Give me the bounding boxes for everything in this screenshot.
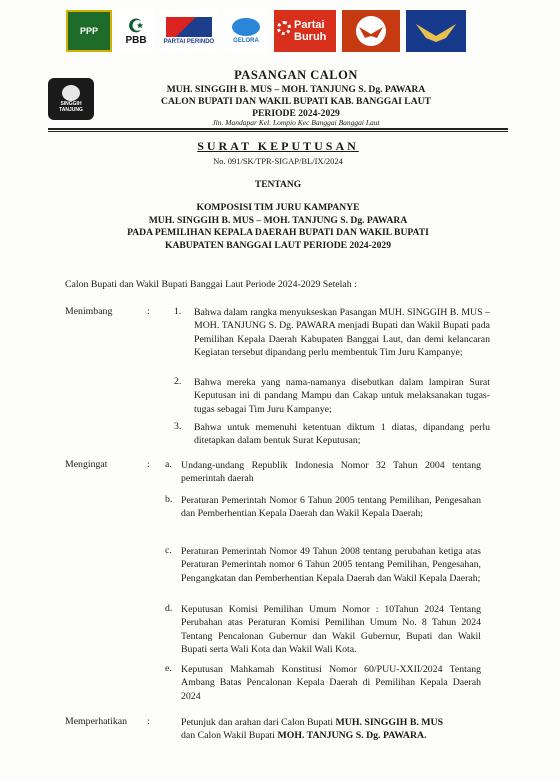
candidate-photo-icon bbox=[62, 85, 80, 101]
mengingat-item-c bbox=[181, 545, 481, 585]
item-marker: c. bbox=[165, 545, 172, 556]
letterhead-details bbox=[110, 84, 482, 120]
letterhead-address: Jln. Mandapar Kel. Lompio Kec Banggai Banggai Laut bbox=[212, 118, 380, 127]
letterhead-divider bbox=[48, 128, 508, 130]
mengingat-colon: : bbox=[147, 459, 150, 470]
item-marker: b. bbox=[165, 494, 173, 505]
subject-line: KOMPOSISI TIM JURU KAMPANYE bbox=[196, 202, 360, 213]
eagle-icon bbox=[414, 18, 458, 44]
item-text: Keputusan Komisi Pemilihan Umum Nomor : 10Tahun 2024 Tentang Perubahan atas Peraturan Komisi Pemilihan Umum No. 8 Tahun 2024 Tentang Pencalonan Gubernur dan Wakil Gubernur, Bupati dan Wakil Bupati serta Wali Kota dan Wakil Wali Kota. bbox=[181, 604, 481, 656]
menimbang-colon: : bbox=[147, 306, 150, 317]
memperhatikan-text bbox=[181, 716, 481, 743]
mengingat-item-b bbox=[181, 494, 481, 521]
letterhead-divider-thin bbox=[48, 131, 508, 132]
mengingat-item-d bbox=[181, 603, 481, 657]
ppp-logo bbox=[66, 10, 112, 52]
gelora-logo-text: GELORA bbox=[233, 38, 259, 44]
item-text: Peraturan Pemerintah Nomor 6 Tahun 2005 tentang Pemilihan, Pengesahan dan Pemberhentian Kepala Daerah dan Wakil Kepala Daerah; bbox=[181, 495, 481, 520]
document-type: SURAT KEPUTUSAN bbox=[197, 139, 359, 153]
letterhead-title: PASANGAN CALON bbox=[234, 68, 358, 82]
subject-line: KABUPATEN BANGGAI LAUT PERIODE 2024-2029 bbox=[164, 239, 391, 251]
garuda-bird-icon bbox=[351, 14, 391, 48]
document-subject bbox=[48, 202, 508, 252]
item-marker: a. bbox=[165, 459, 172, 470]
item-marker: 2. bbox=[174, 376, 182, 387]
gear-icon bbox=[277, 21, 291, 35]
seal-text: SINGGIH TANJUNG bbox=[59, 101, 83, 113]
item-marker: e. bbox=[165, 663, 172, 674]
item-text: Bahwa mereka yang nama-namanya disebutkan dalam lampiran Surat Keputusan ini di pandang Mampu dan Cakap untuk melaksanakan tugas-tugas sebagai Tim Juru Kampanye; bbox=[194, 377, 490, 415]
mengingat-item-e bbox=[181, 663, 481, 703]
item-text: Undang-undang Republik Indonesia Nomor 32 Tahun 2004 tentang pemerintah daerah bbox=[181, 460, 481, 485]
pbb-logo-text: PBB bbox=[125, 34, 147, 46]
pbb-logo bbox=[118, 10, 154, 52]
partai-buruh-logo bbox=[274, 10, 336, 52]
memperhatikan-label: Memperhatikan bbox=[65, 716, 128, 727]
menimbang-item-2 bbox=[194, 376, 490, 416]
subject-line: MUH. SINGGIH B. MUS – MOH. TANJUNG S. Dg. PAWARA bbox=[148, 214, 408, 226]
mengingat-label: Mengingat bbox=[65, 459, 108, 470]
candidate-wakil-name: MOH. TANJUNG S. Dg. PAWARA. bbox=[277, 730, 427, 742]
candidate-seal bbox=[48, 78, 94, 120]
item-text: Peraturan Pemerintah Nomor 49 Tahun 2008 tentang perubahan ketiga atas Peraturan Pemerintah nomor 6 Tahun 2005 tentang Pemilihan, Pengesahan, Pengangkatan dan Pemberhentian Kepala Daerah dan Wakil Kepala Daerah; bbox=[181, 546, 481, 584]
partai-buruh-logo-text: Partai Buruh bbox=[294, 19, 327, 43]
document-intro: Calon Bupati dan Wakil Bupati Banggai Laut Periode 2024-2029 Setelah : bbox=[65, 279, 357, 290]
perindo-logo bbox=[160, 10, 218, 52]
letterhead-candidates: MUH. SINGGIH B. MUS – MOH. TANJUNG S. Dg. PAWARA bbox=[166, 84, 426, 95]
subject-line: PADA PEMILIHAN KEPALA DAERAH BUPATI DAN WAKIL BUPATI bbox=[127, 227, 429, 239]
memperhatikan-colon: : bbox=[147, 716, 150, 727]
document-number: No. 091/SK/TPR-SIGAP/BL/IX/2024 bbox=[213, 156, 343, 166]
perindo-logo-text: PARTAI PERINDO bbox=[163, 39, 215, 45]
item-marker: 3. bbox=[174, 421, 182, 432]
menimbang-label: Menimbang bbox=[65, 306, 113, 317]
perindo-mark-icon bbox=[166, 17, 212, 37]
garuda-logo bbox=[342, 10, 400, 52]
letterhead-position: CALON BUPATI DAN WAKIL BUPATI KAB. BANGGAI LAUT bbox=[161, 96, 431, 107]
memperhatikan-text-1: Petunjuk dan arahan dari Calon Bupati bbox=[181, 717, 336, 728]
gelora-logo bbox=[224, 10, 268, 52]
mengingat-item-a bbox=[181, 459, 481, 486]
item-text: Keputusan Mahkamah Konstitusi Nomor 60/PUU-XXII/2024 Tentang Ambang Batas Pencalonan Kepala Daerah di Pemilihan Kepala Daerah 2024 bbox=[181, 664, 481, 702]
menimbang-item-1 bbox=[194, 306, 490, 360]
menimbang-item-3 bbox=[194, 421, 490, 448]
gelora-wave-icon bbox=[232, 18, 260, 36]
ppp-logo-text: PPP bbox=[79, 26, 98, 36]
item-text: Bahwa untuk memenuhi ketentuan diktum 1 diatas, dipandang perlu ditetapkan dalam bentuk Surat Keputusan; bbox=[194, 422, 490, 447]
memperhatikan-text-2: dan Calon Wakil Bupati bbox=[181, 730, 278, 742]
party-logo-strip bbox=[66, 10, 466, 52]
letterhead-period: PERIODE 2024-2029 bbox=[252, 108, 340, 119]
item-marker: d. bbox=[165, 603, 173, 614]
item-marker: 1. bbox=[174, 306, 182, 317]
berkarya-logo bbox=[406, 10, 466, 52]
crescent-star-icon: ☪ bbox=[127, 15, 145, 36]
candidate-bupati-name: MUH. SINGGIH B. MUS bbox=[335, 717, 444, 728]
item-text: Bahwa dalam rangka menyukseskan Pasangan MUH. SINGGIH B. MUS – MOH. TANJUNG S. Dg. PAWARA menjadi Bupati dan Wakil Bupati pada Pemilihan Kepala Daerah Kabupaten Banggai Laut, dan demi kelancaran Kegiatan tersebut dipandang perlu membentuk Tim Juru Kampanye; bbox=[194, 307, 490, 359]
document-tentang: TENTANG bbox=[254, 180, 302, 190]
